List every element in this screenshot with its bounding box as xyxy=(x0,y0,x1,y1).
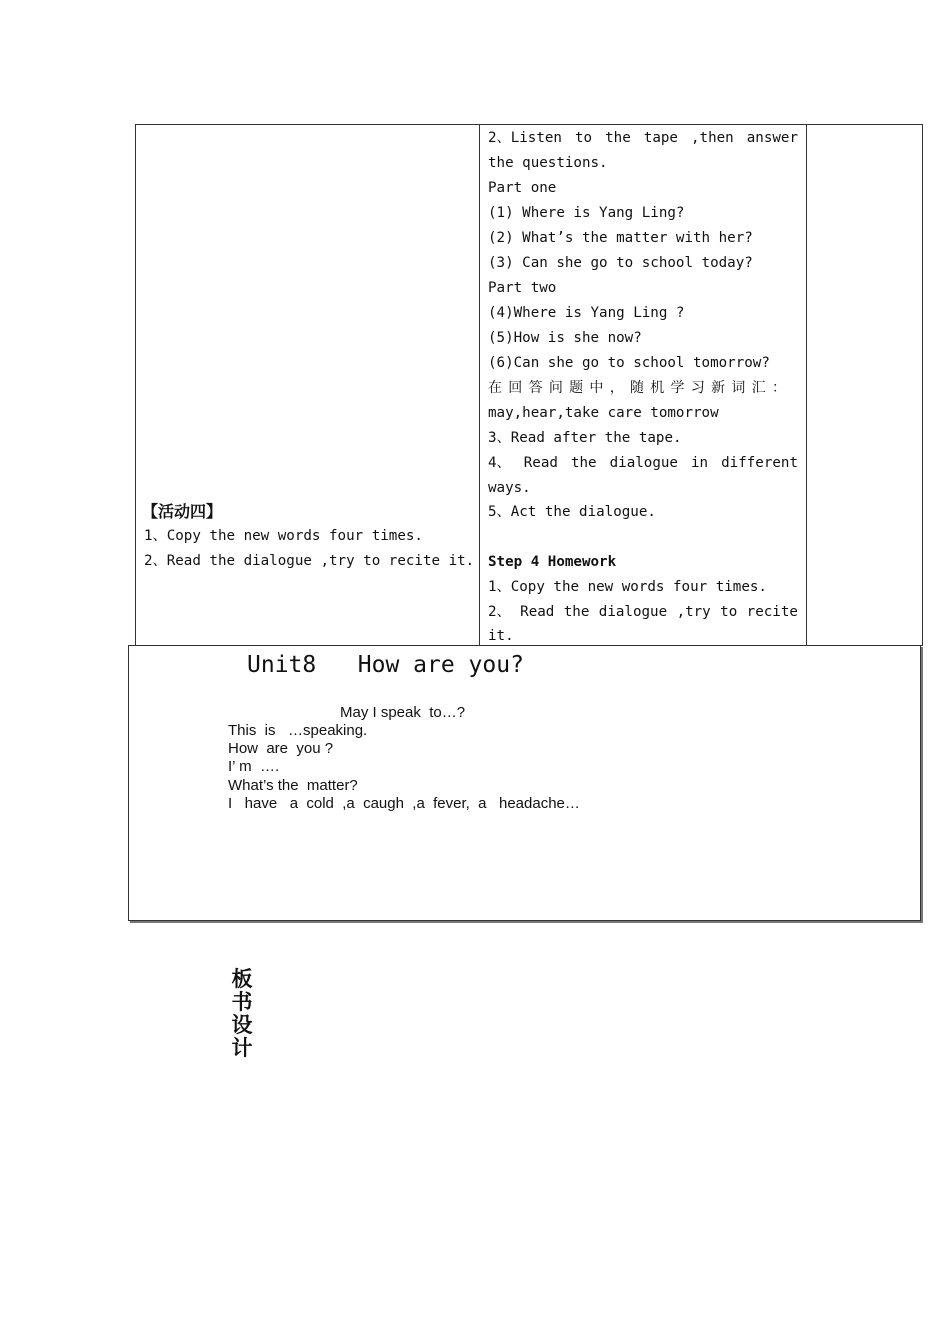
label-char: 设 xyxy=(231,1013,253,1037)
board-title: Unit8 How are you? xyxy=(247,652,524,678)
word: 2、Listen xyxy=(488,130,562,146)
step4-line-2: ways. xyxy=(488,480,531,496)
activity-item-1: 1、Copy the new words four times. xyxy=(144,528,423,544)
board-line-5: What’s the matter? xyxy=(228,777,358,794)
column-divider-2 xyxy=(806,125,807,645)
homework-item-2 xyxy=(488,600,798,625)
char: 题 xyxy=(569,380,584,396)
board-line-2: This is …speaking. xyxy=(228,722,368,739)
vocab-words: may,hear,take care tomorrow xyxy=(488,405,719,421)
char: 新 xyxy=(711,380,726,396)
step5-line: 5、Act the dialogue. xyxy=(488,504,656,520)
question-1: (1) Where is Yang Ling? xyxy=(488,205,685,221)
question-2: (2) What’s the matter with her? xyxy=(488,230,753,246)
char: 答 xyxy=(528,380,543,396)
word: the xyxy=(563,604,590,620)
char: 随 xyxy=(629,380,644,396)
word: ,then xyxy=(691,130,734,146)
board-line-4: I’ m …. xyxy=(228,758,280,775)
step2-line xyxy=(488,126,798,151)
activity-item-2: 2、Read the dialogue ,try to recite it. xyxy=(144,553,475,569)
board-line-6: I have a cold ,a caugh ,a fever, a headache… xyxy=(228,795,580,812)
word: 2、 xyxy=(488,604,511,620)
word: to xyxy=(720,604,738,620)
word: the xyxy=(605,130,631,146)
step2-line-2: the questions. xyxy=(488,155,608,171)
question-4: (4)Where is Yang Ling ? xyxy=(488,305,685,321)
label-char: 计 xyxy=(231,1036,253,1060)
char: ： xyxy=(771,380,786,396)
word: dialogue xyxy=(609,455,678,471)
left-column xyxy=(136,125,479,645)
char: 汇 xyxy=(751,380,766,396)
part-two-label: Part two xyxy=(488,280,557,296)
word: Read xyxy=(520,604,555,620)
question-3: (3) Can she go to school today? xyxy=(488,255,753,271)
part-one-label: Part one xyxy=(488,180,557,196)
word: different xyxy=(721,455,798,471)
word: in xyxy=(691,455,709,471)
word: ,try xyxy=(676,604,711,620)
char: 学 xyxy=(670,380,685,396)
question-6: (6)Can she go to school tomorrow? xyxy=(488,355,770,371)
activity-heading: 【活动四】 xyxy=(142,502,223,521)
char: 回 xyxy=(508,380,523,396)
board-line-1: May I speak to…? xyxy=(340,704,466,721)
word: dialogue xyxy=(598,604,668,620)
middle-column xyxy=(479,125,806,645)
step3-line: 3、Read after the tape. xyxy=(488,430,682,446)
homework-item-1: 1、Copy the new words four times. xyxy=(488,579,767,595)
char: 在 xyxy=(488,380,502,396)
lesson-plan-table xyxy=(135,124,923,646)
board-line-3: How are you ? xyxy=(228,740,334,757)
char: 中 xyxy=(589,380,604,396)
char: ， xyxy=(609,380,624,396)
board-design-label xyxy=(230,968,254,1060)
question-5: (5)How is she now? xyxy=(488,330,642,346)
homework-item-2-cont: it. xyxy=(488,628,514,644)
word: tape xyxy=(643,130,678,146)
char: 词 xyxy=(731,380,746,396)
homework-heading: Step 4 Homework xyxy=(488,554,617,570)
char: 习 xyxy=(690,380,705,396)
word: 4、 xyxy=(488,455,511,471)
blackboard-design-box xyxy=(128,645,921,921)
word: Read xyxy=(523,455,558,471)
label-char: 板 xyxy=(231,967,253,991)
step4-line xyxy=(488,451,798,476)
char: 问 xyxy=(548,380,563,396)
word: the xyxy=(570,455,597,471)
word: answer xyxy=(746,130,798,146)
word: recite xyxy=(746,604,798,620)
char: 机 xyxy=(650,380,665,396)
vocab-intro xyxy=(488,376,786,401)
word: to xyxy=(575,130,593,146)
label-char: 书 xyxy=(231,990,253,1014)
